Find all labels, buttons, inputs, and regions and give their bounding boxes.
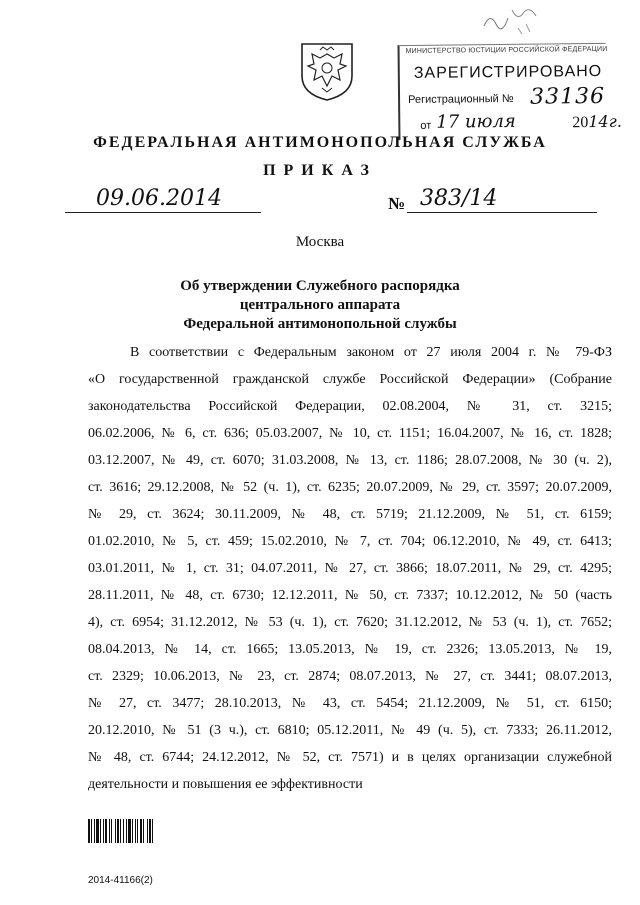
barcode-bar	[88, 819, 90, 843]
order-subject	[120, 277, 520, 334]
stamp-scribble-marks	[478, 4, 548, 40]
barcode-bar	[149, 819, 151, 843]
stamp-reg-label: Регистрационный №	[408, 92, 514, 106]
barcode-bar	[117, 819, 119, 843]
order-body	[88, 339, 612, 798]
barcode-bar	[103, 819, 104, 843]
stamp-date-handwritten: 17 июля	[436, 110, 516, 133]
barcode-bar	[115, 819, 116, 843]
barcode-bar	[94, 819, 95, 843]
body-line: «О государственной гражданской службе Российской Федерации» (Собрание	[88, 372, 612, 387]
body-line: 03.01.2011, № 1, ст. 31; 04.07.2011, № 27, ст. 3866; 18.07.2011, № 29, ст. 4295;	[88, 561, 612, 576]
body-line: № 29, ст. 3624; 30.11.2009, № 48, ст. 5719; 21.12.2009, № 51, ст. 6159;	[88, 507, 612, 522]
barcode	[88, 819, 190, 843]
order-date: 09.06.2014	[96, 186, 222, 211]
stamp-year-suffix: 14г.	[588, 111, 622, 132]
barcode-bar	[120, 819, 121, 843]
subject-line: центрального аппарата	[239, 297, 401, 313]
body-line: ст. 2329; 10.06.2013, № 23, ст. 2874; 08.07.2013, № 27, ст. 3441; 08.07.2013,	[88, 669, 612, 684]
stamp-year	[572, 112, 622, 133]
agency-name: ФЕДЕРАЛЬНАЯ АНТИМОНОПОЛЬНАЯ СЛУЖБА	[93, 134, 547, 151]
date-underline	[65, 212, 261, 213]
document-code: 2014-41166(2)	[88, 875, 153, 886]
number-underline	[407, 212, 597, 213]
barcode-bar	[132, 819, 133, 843]
stamp-header: МИНИСТЕРСТВО ЮСТИЦИИ РОССИЙСКОЙ ФЕДЕРАЦИИ	[405, 45, 608, 56]
barcode-bar	[147, 819, 148, 843]
barcode-bar	[128, 819, 131, 843]
body-line: В соответствии с Федеральным законом от 27 июля 2004 г. № 79-ФЗ	[130, 345, 612, 360]
body-line: законодательства Российской Федерации, 02.08.2004, № 31, ст. 3215;	[88, 399, 612, 414]
barcode-bar	[111, 819, 112, 843]
barcode-bar	[152, 819, 153, 843]
barcode-bar	[135, 819, 136, 843]
registration-stamp	[398, 43, 622, 140]
stamp-title: ЗАРЕГИСТРИРОВАНО	[413, 62, 603, 82]
barcode-bar	[126, 819, 127, 843]
body-line: деятельности и повышения ее эффективности	[88, 777, 363, 792]
barcode-bar	[96, 819, 99, 843]
body-line: 06.02.2006, № 6, ст. 636; 05.03.2007, № 10, ст. 1151; 16.04.2007, № 16, ст. 1828;	[88, 426, 612, 441]
stamp-reg-number: 33136	[529, 83, 606, 110]
body-line: № 27, ст. 3477; 28.10.2013, № 43, ст. 5454; 21.12.2009, № 51, ст. 6150;	[88, 696, 612, 711]
body-line: 28.11.2011, № 48, ст. 6730; 12.12.2011, № 50, ст. 7337; 10.12.2012, № 50 (часть	[88, 588, 612, 603]
body-line: 03.12.2007, № 49, ст. 6070; 31.03.2008, № 13, ст. 1186; 28.07.2008, № 30 (ч. 2),	[88, 453, 612, 468]
barcode-bar	[109, 819, 110, 843]
barcode-bar	[143, 819, 144, 843]
order-number: 383/14	[420, 186, 498, 211]
stamp-year-prefix: 20	[572, 114, 589, 132]
barcode-bar	[105, 819, 107, 843]
barcode-bar	[100, 819, 101, 843]
subject-line: Об утверждении Служебного распорядка	[180, 278, 460, 294]
body-line: 20.12.2010, № 51 (3 ч.), ст. 6810; 05.12.2011, № 49 (ч. 5), ст. 7333; 26.11.2012,	[88, 723, 612, 738]
body-line: № 48, ст. 6744; 24.12.2012, № 52, ст. 7571) и в целях организации служебной	[88, 750, 612, 765]
barcode-bar	[137, 819, 138, 843]
body-line: ст. 3616; 29.12.2008, № 52 (ч. 1), ст. 6235; 20.07.2009, № 29, ст. 3597; 20.07.2009,	[88, 480, 612, 495]
document-type: ПРИКАЗ	[263, 162, 377, 179]
coat-of-arms-emblem	[298, 40, 356, 102]
barcode-bar	[91, 819, 92, 843]
barcode-bar	[123, 819, 124, 843]
body-line: 4), ст. 6954; 31.12.2012, № 53 (ч. 1), ст. 7620; 31.12.2012, № 53 (ч. 1), ст. 7652;	[88, 615, 612, 630]
subject-line: Федеральной антимонопольной службы	[183, 316, 457, 332]
number-sign: №	[388, 194, 406, 213]
barcode-bar	[140, 819, 142, 843]
city: Москва	[295, 234, 345, 250]
body-line: 08.04.2013, № 14, ст. 1665; 13.05.2013, № 19, ст. 2326; 13.05.2013, № 19,	[88, 642, 612, 657]
body-line: 01.02.2010, № 5, ст. 459; 15.02.2010, № 7, ст. 704; 06.12.2010, № 49, ст. 6413;	[88, 534, 612, 549]
stamp-date-prefix: от	[420, 119, 432, 132]
